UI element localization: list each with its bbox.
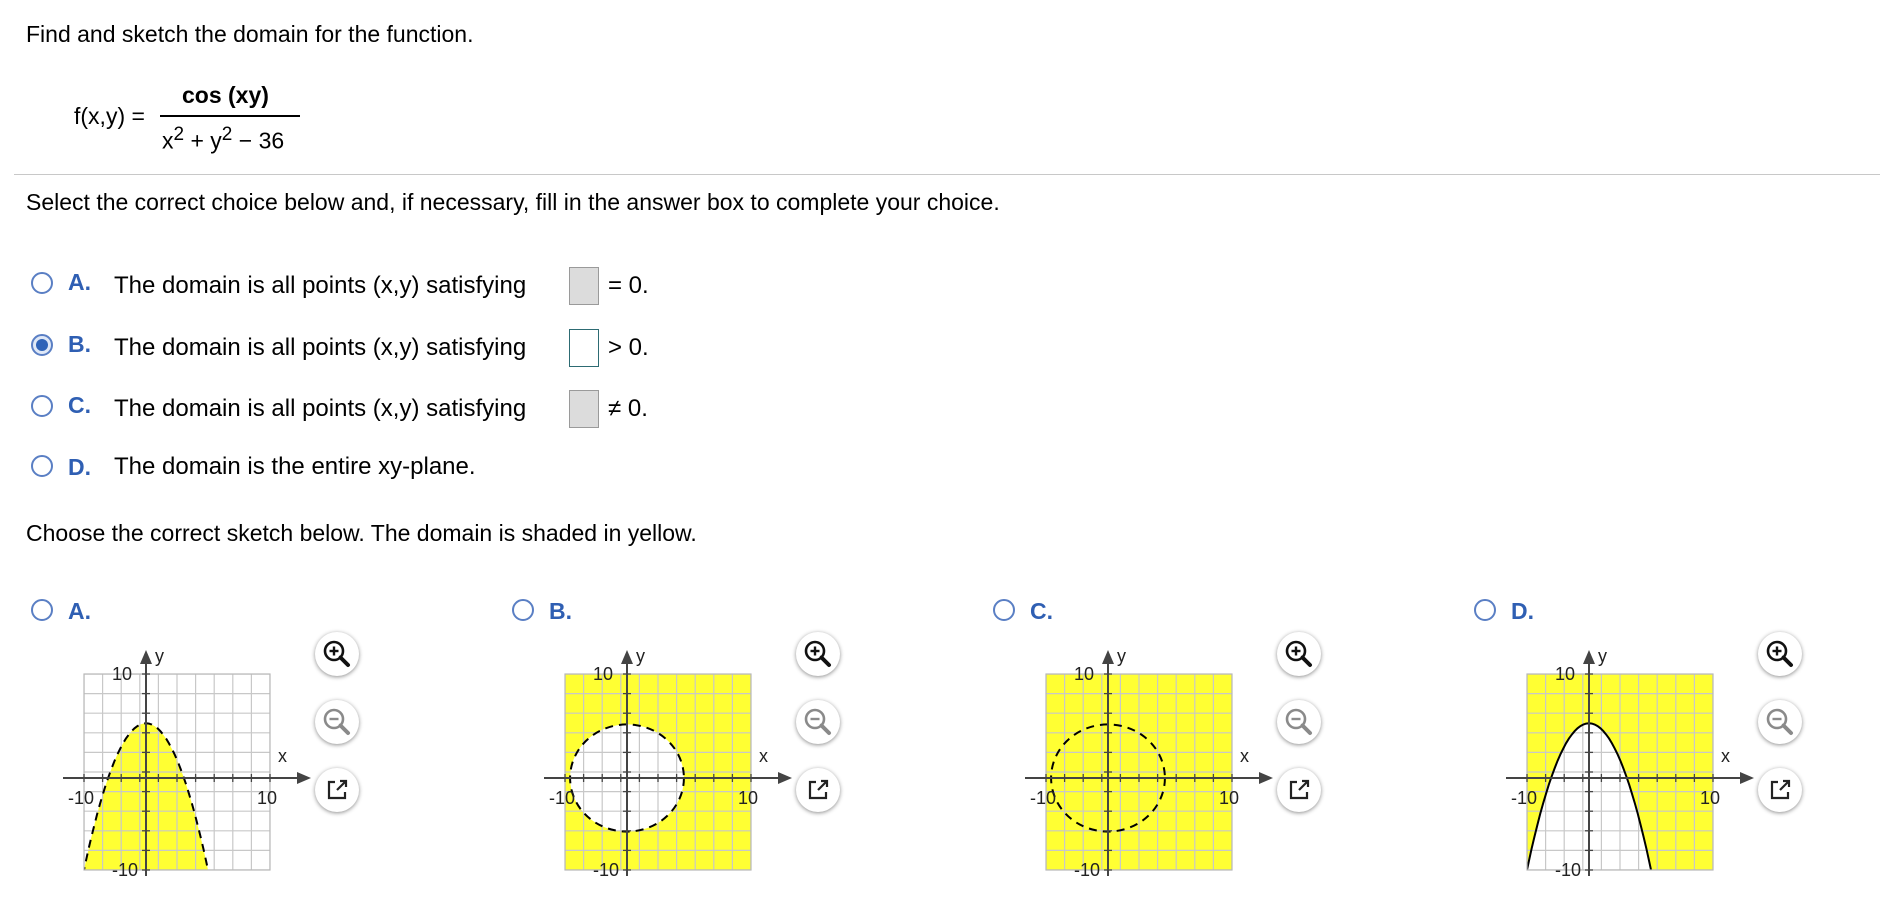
x-tick-label-left: -10 <box>68 788 95 808</box>
y-axis-arrow <box>1102 650 1114 664</box>
choice-letter[interactable]: B. <box>68 331 91 357</box>
sketch-option-d[interactable] <box>1474 590 1880 890</box>
y-tick-label-top: 10 <box>593 664 614 684</box>
choice-text: The domain is all points (x,y) satisfying <box>114 334 527 361</box>
sketch-letter[interactable]: B. <box>549 598 572 624</box>
popout-button[interactable] <box>796 768 840 812</box>
domain-sketch-graph <box>512 640 812 880</box>
numerator: cos (xy) <box>182 82 269 108</box>
popout-button[interactable] <box>315 768 359 812</box>
sketch-option-b[interactable] <box>512 590 952 890</box>
x-axis-label: x <box>1721 746 1730 766</box>
y-tick-label-top: 10 <box>1074 664 1095 684</box>
sketch-radio[interactable] <box>512 599 534 621</box>
choice-radio[interactable] <box>31 334 53 356</box>
choice-radio[interactable] <box>31 395 53 417</box>
zoom-out-button[interactable] <box>1277 700 1321 744</box>
y-axis-label: y <box>1598 646 1607 666</box>
zoom-out-icon <box>796 700 840 744</box>
choice-text: The domain is all points (x,y) satisfying <box>114 272 527 299</box>
zoom-in-icon <box>315 632 359 676</box>
x-axis-arrow <box>1740 772 1754 784</box>
y-axis-label: y <box>1117 646 1126 666</box>
answer-box[interactable] <box>569 329 599 367</box>
x-tick-label-left: -10 <box>549 788 576 808</box>
y-tick-label-bottom: -10 <box>593 860 620 880</box>
y-axis-arrow <box>140 650 152 664</box>
popout-icon <box>1277 768 1321 812</box>
function-label: f(x,y) = <box>74 103 145 129</box>
y-axis-arrow <box>1583 650 1595 664</box>
zoom-in-button[interactable] <box>315 632 359 676</box>
sketch-radio[interactable] <box>993 599 1015 621</box>
fraction-bar <box>160 115 300 117</box>
x-axis-label: x <box>759 746 768 766</box>
choice-option-a[interactable] <box>0 270 900 310</box>
x-axis-arrow <box>778 772 792 784</box>
popout-icon <box>796 768 840 812</box>
answer-box[interactable] <box>569 267 599 305</box>
graph-svg <box>993 640 1293 880</box>
answer-box[interactable] <box>569 390 599 428</box>
zoom-out-icon <box>315 700 359 744</box>
choice-instruction: Select the correct choice below and, if necessary, fill in the answer box to complete your choice. <box>26 189 1000 215</box>
x-axis-arrow <box>1259 772 1273 784</box>
domain-sketch-graph <box>993 640 1293 880</box>
choice-option-b[interactable] <box>0 332 900 372</box>
y-axis-label: y <box>636 646 645 666</box>
y-tick-label-bottom: -10 <box>1555 860 1582 880</box>
zoom-out-button[interactable] <box>315 700 359 744</box>
x-axis-label: x <box>278 746 287 766</box>
sketch-letter[interactable]: D. <box>1511 598 1534 624</box>
zoom-in-button[interactable] <box>1758 632 1802 676</box>
y-tick-label-bottom: -10 <box>112 860 139 880</box>
x-axis-arrow <box>297 772 311 784</box>
x-tick-label-left: -10 <box>1030 788 1057 808</box>
choice-option-c[interactable] <box>0 393 900 433</box>
function-formula <box>70 78 310 168</box>
domain-sketch-graph <box>31 640 331 880</box>
sketch-option-a[interactable] <box>31 590 471 890</box>
choice-text: The domain is all points (x,y) satisfying <box>114 395 527 422</box>
sketch-letter[interactable]: C. <box>1030 598 1053 624</box>
question-prompt: Find and sketch the domain for the function. <box>26 21 474 47</box>
y-tick-label-top: 10 <box>112 664 133 684</box>
sketch-option-c[interactable] <box>993 590 1433 890</box>
y-axis-label: y <box>155 646 164 666</box>
sketch-letter[interactable]: A. <box>68 598 91 624</box>
zoom-out-icon <box>1277 700 1321 744</box>
zoom-in-button[interactable] <box>796 632 840 676</box>
zoom-out-icon <box>1758 700 1802 744</box>
y-tick-label-top: 10 <box>1555 664 1576 684</box>
zoom-out-button[interactable] <box>796 700 840 744</box>
x-tick-label-right: 10 <box>257 788 278 808</box>
section-divider <box>14 174 1880 175</box>
y-axis-arrow <box>621 650 633 664</box>
relation-text: ≠ 0. <box>608 395 648 422</box>
choice-letter[interactable]: A. <box>68 269 91 295</box>
domain-sketch-graph <box>1474 640 1774 880</box>
zoom-in-icon <box>1277 632 1321 676</box>
sketch-instruction: Choose the correct sketch below. The domain is shaded in yellow. <box>26 520 697 546</box>
popout-button[interactable] <box>1277 768 1321 812</box>
relation-text: > 0. <box>608 334 649 361</box>
zoom-in-icon <box>796 632 840 676</box>
x-tick-label-right: 10 <box>1700 788 1721 808</box>
popout-icon <box>315 768 359 812</box>
choice-option-d[interactable] <box>0 450 900 490</box>
sketch-radio[interactable] <box>31 599 53 621</box>
graph-svg <box>1474 640 1774 880</box>
choice-letter[interactable]: D. <box>68 454 91 480</box>
choice-letter[interactable]: C. <box>68 392 91 418</box>
y-tick-label-bottom: -10 <box>1074 860 1101 880</box>
x-tick-label-right: 10 <box>738 788 759 808</box>
popout-icon <box>1758 768 1802 812</box>
relation-text: = 0. <box>608 272 649 299</box>
graph-svg <box>31 640 331 880</box>
zoom-in-button[interactable] <box>1277 632 1321 676</box>
choice-radio[interactable] <box>31 455 53 477</box>
choice-radio[interactable] <box>31 272 53 294</box>
x-tick-label-left: -10 <box>1511 788 1538 808</box>
graph-svg <box>512 640 812 880</box>
popout-button[interactable] <box>1758 768 1802 812</box>
x-tick-label-right: 10 <box>1219 788 1240 808</box>
sketch-radio[interactable] <box>1474 599 1496 621</box>
choice-text: The domain is the entire xy-plane. <box>114 453 476 480</box>
denominator: $x^2 + y^2 - 36$ <box>162 124 285 154</box>
zoom-out-button[interactable] <box>1758 700 1802 744</box>
zoom-in-icon <box>1758 632 1802 676</box>
x-axis-label: x <box>1240 746 1249 766</box>
